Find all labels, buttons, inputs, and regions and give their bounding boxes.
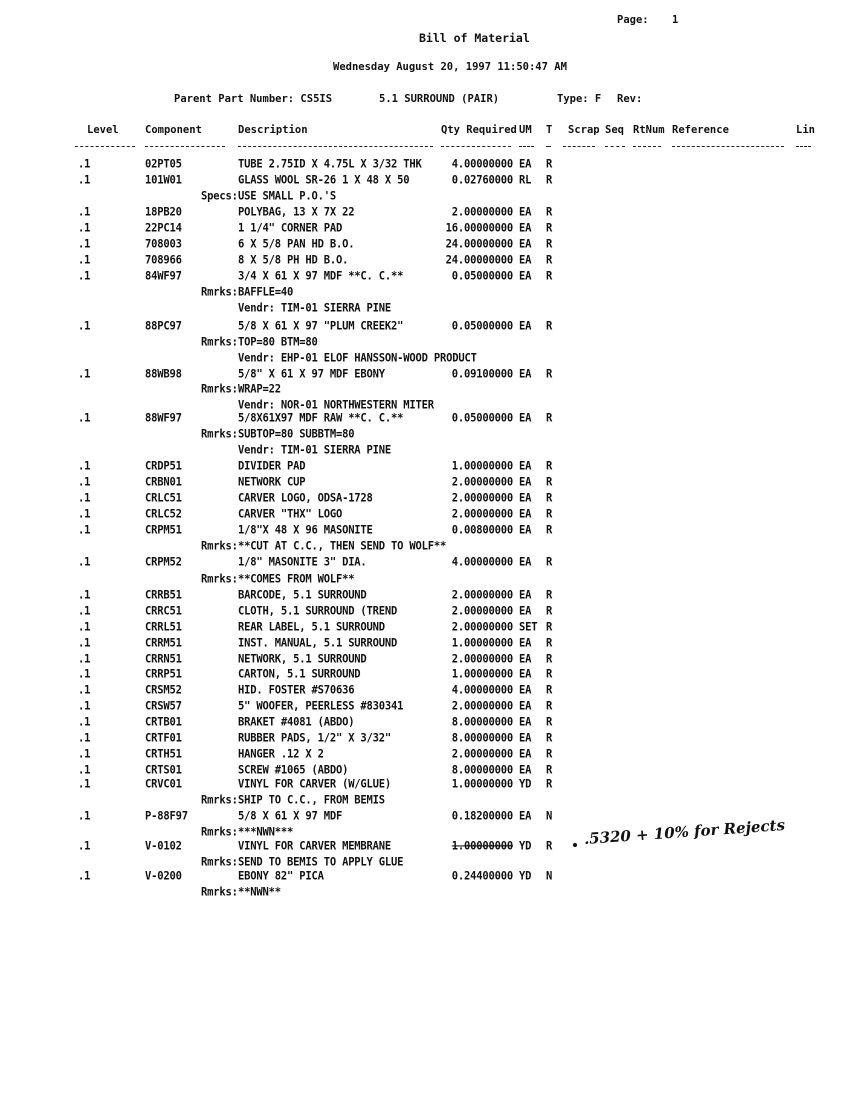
row-qty-required: 2.00000000 — [451, 621, 513, 634]
row-description: CLOTH, 5.1 SURROUND (TREND — [238, 605, 398, 618]
row-level: .1 — [78, 556, 91, 569]
row-description: POLYBAG, 13 X 7X 22 — [238, 206, 355, 219]
row-note: TOP=80 BTM=80 — [238, 336, 318, 349]
row-description: RUBBER PADS, 1/2" X 3/32" — [238, 732, 392, 745]
row-qty-required: 2.00000000 — [451, 589, 513, 602]
row-note-label: Rmrks: — [201, 383, 238, 396]
row-level: .1 — [78, 158, 91, 171]
row-type: R — [546, 174, 553, 187]
row-unit-of-measure: EA — [519, 158, 532, 171]
row-qty-required: 4.00000000 — [451, 158, 513, 171]
row-level: .1 — [78, 174, 91, 187]
row-level: .1 — [78, 700, 91, 713]
header-rule — [672, 146, 784, 147]
row-note: **NWN** — [238, 886, 281, 899]
row-level: .1 — [78, 254, 91, 267]
row-qty-required: 2.00000000 — [451, 605, 513, 618]
header-rule — [145, 146, 225, 147]
row-description: 1 1/4" CORNER PAD — [238, 222, 343, 235]
row-description: GLASS WOOL SR-26 1 X 48 X 50 — [238, 174, 410, 187]
row-qty-required: 1.00000000 — [451, 778, 513, 791]
row-component: CRTS01 — [145, 764, 182, 777]
row-qty-required: 1.00000000 — [451, 637, 513, 650]
report-datetime: Wednesday August 20, 1997 11:50:47 AM — [333, 61, 567, 73]
row-component: CRPM51 — [145, 524, 182, 537]
row-note: Vendr: EHP-01 ELOF HANSSON-WOOD PRODUCT — [238, 352, 477, 365]
row-type: R — [546, 732, 553, 745]
row-component: 101W01 — [145, 174, 182, 187]
row-type: R — [546, 238, 553, 251]
row-level: .1 — [78, 778, 91, 791]
row-component: CRRP51 — [145, 668, 182, 681]
row-level: .1 — [78, 412, 91, 425]
row-unit-of-measure: EA — [519, 668, 532, 681]
annotation-bullet — [573, 843, 577, 847]
header-rule — [75, 146, 135, 147]
parent-type: Type: F — [557, 93, 602, 105]
row-unit-of-measure: EA — [519, 524, 532, 537]
row-type: R — [546, 668, 553, 681]
row-component: CRRN51 — [145, 653, 182, 666]
row-component: 84WF97 — [145, 270, 182, 283]
row-qty-required: 16.00000000 — [445, 222, 513, 235]
row-unit-of-measure: EA — [519, 368, 532, 381]
row-level: .1 — [78, 840, 91, 853]
row-qty-required: 0.05000000 — [451, 270, 513, 283]
row-note: **CUT AT C.C., THEN SEND TO WOLF** — [238, 540, 447, 553]
column-header-seq: Seq — [605, 124, 624, 136]
row-component: 22PC14 — [145, 222, 182, 235]
row-unit-of-measure: EA — [519, 810, 532, 823]
row-note-label: Rmrks: — [201, 336, 238, 349]
row-note: Vendr: NOR-01 NORTHWESTERN MITER — [238, 399, 434, 412]
row-unit-of-measure: EA — [519, 637, 532, 650]
row-note-label: Rmrks: — [201, 540, 238, 553]
row-unit-of-measure: EA — [519, 254, 532, 267]
row-unit-of-measure: EA — [519, 716, 532, 729]
row-description: 5" WOOFER, PEERLESS #830341 — [238, 700, 404, 713]
column-header-level: Level — [87, 124, 119, 136]
row-level: .1 — [78, 460, 91, 473]
row-level: .1 — [78, 492, 91, 505]
column-header-type: T — [546, 124, 553, 136]
page-number: 1 — [672, 14, 679, 26]
row-qty-required: 8.00000000 — [451, 732, 513, 745]
row-component: 708003 — [145, 238, 182, 251]
row-description: REAR LABEL, 5.1 SURROUND — [238, 621, 385, 634]
row-level: .1 — [78, 524, 91, 537]
row-qty-required: 2.00000000 — [451, 476, 513, 489]
row-unit-of-measure: EA — [519, 238, 532, 251]
row-description: NETWORK CUP — [238, 476, 306, 489]
row-level: .1 — [78, 320, 91, 333]
row-type: N — [546, 810, 553, 823]
row-description: DIVIDER PAD — [238, 460, 306, 473]
row-type: R — [546, 270, 553, 283]
row-description: VINYL FOR CARVER (W/GLUE) — [238, 778, 392, 791]
row-level: .1 — [78, 764, 91, 777]
row-qty-required: 8.00000000 — [451, 716, 513, 729]
document-title: Bill of Material — [419, 31, 530, 45]
row-unit-of-measure: EA — [519, 605, 532, 618]
row-note-label: Rmrks: — [201, 428, 238, 441]
header-rule — [519, 146, 534, 147]
row-unit-of-measure: EA — [519, 684, 532, 697]
row-type: R — [546, 621, 553, 634]
row-unit-of-measure: EA — [519, 492, 532, 505]
row-qty-required: 0.00800000 — [451, 524, 513, 537]
column-header-reference: Reference — [672, 124, 729, 136]
row-description: CARTON, 5.1 SURROUND — [238, 668, 361, 681]
row-note-label: Rmrks: — [201, 826, 238, 839]
row-description: HID. FOSTER #S70636 — [238, 684, 355, 697]
row-unit-of-measure: EA — [519, 589, 532, 602]
row-type: R — [546, 840, 553, 853]
row-type: N — [546, 870, 553, 883]
row-note-label: Rmrks: — [201, 886, 238, 899]
row-component: CRRL51 — [145, 621, 182, 634]
row-level: .1 — [78, 605, 91, 618]
row-qty-required: 24.00000000 — [445, 254, 513, 267]
row-type: R — [546, 412, 553, 425]
row-level: .1 — [78, 222, 91, 235]
row-type: R — [546, 684, 553, 697]
row-description: CARVER "THX" LOGO — [238, 508, 343, 521]
row-qty-required: 8.00000000 — [451, 764, 513, 777]
header-rule — [563, 146, 595, 147]
column-header-component: Component — [145, 124, 202, 136]
row-level: .1 — [78, 368, 91, 381]
row-unit-of-measure: EA — [519, 732, 532, 745]
row-type: R — [546, 320, 553, 333]
row-unit-of-measure: EA — [519, 700, 532, 713]
row-type: R — [546, 764, 553, 777]
row-qty-required: 2.00000000 — [451, 508, 513, 521]
row-level: .1 — [78, 870, 91, 883]
row-type: R — [546, 254, 553, 267]
row-qty-required: 1.00000000 — [451, 840, 513, 853]
row-component: CRLC52 — [145, 508, 182, 521]
row-description: 3/4 X 61 X 97 MDF **C. C.** — [238, 270, 404, 283]
row-component: V-0200 — [145, 870, 182, 883]
row-component: 708966 — [145, 254, 182, 267]
row-description: 5/8 X 61 X 97 "PLUM CREEK2" — [238, 320, 404, 333]
row-component: 88WB98 — [145, 368, 182, 381]
row-type: R — [546, 589, 553, 602]
row-description: 5/8X61X97 MDF RAW **C. C.** — [238, 412, 404, 425]
column-header-qty: Qty Required — [441, 124, 517, 136]
row-level: .1 — [78, 684, 91, 697]
row-unit-of-measure: EA — [519, 748, 532, 761]
row-qty-required: 0.24400000 — [451, 870, 513, 883]
row-qty-required: 0.02760000 — [451, 174, 513, 187]
row-type: R — [546, 508, 553, 521]
row-note-label: Rmrks: — [201, 794, 238, 807]
row-unit-of-measure: EA — [519, 476, 532, 489]
row-level: .1 — [78, 716, 91, 729]
row-description: CARVER LOGO, ODSA-1728 — [238, 492, 373, 505]
row-level: .1 — [78, 238, 91, 251]
row-unit-of-measure: EA — [519, 320, 532, 333]
row-note: **COMES FROM WOLF** — [238, 573, 355, 586]
row-note-label: Rmrks: — [201, 573, 238, 586]
parent-part-number: Parent Part Number: CS5IS — [174, 93, 333, 105]
row-unit-of-measure: EA — [519, 556, 532, 569]
row-type: R — [546, 158, 553, 171]
row-level: .1 — [78, 748, 91, 761]
row-level: .1 — [78, 810, 91, 823]
row-description: 5/8" X 61 X 97 MDF EBONY — [238, 368, 385, 381]
row-qty-required: 2.00000000 — [451, 700, 513, 713]
row-qty-required: 4.00000000 — [451, 556, 513, 569]
row-note: ***NWN*** — [238, 826, 294, 839]
row-type: R — [546, 492, 553, 505]
row-qty-required: 0.05000000 — [451, 320, 513, 333]
row-unit-of-measure: YD — [519, 870, 532, 883]
row-level: .1 — [78, 637, 91, 650]
row-type: R — [546, 460, 553, 473]
row-qty-required: 2.00000000 — [451, 492, 513, 505]
header-rule — [546, 146, 551, 147]
row-qty-required: 1.00000000 — [451, 668, 513, 681]
header-rule — [238, 146, 433, 147]
row-level: .1 — [78, 508, 91, 521]
row-note-label: Specs: — [201, 190, 238, 203]
row-component: CRTB01 — [145, 716, 182, 729]
row-unit-of-measure: EA — [519, 508, 532, 521]
row-note: USE SMALL P.O.'S — [238, 190, 336, 203]
row-component: CRVC01 — [145, 778, 182, 791]
column-header-um: UM — [519, 124, 532, 136]
row-type: R — [546, 524, 553, 537]
row-component: P-88F97 — [145, 810, 188, 823]
row-description: BARCODE, 5.1 SURROUND — [238, 589, 367, 602]
row-level: .1 — [78, 668, 91, 681]
row-component: CRBN01 — [145, 476, 182, 489]
row-unit-of-measure: EA — [519, 764, 532, 777]
row-unit-of-measure: EA — [519, 653, 532, 666]
row-description: NETWORK, 5.1 SURROUND — [238, 653, 367, 666]
row-level: .1 — [78, 653, 91, 666]
row-component: 88PC97 — [145, 320, 182, 333]
row-unit-of-measure: YD — [519, 840, 532, 853]
header-rule — [633, 146, 661, 147]
row-description: EBONY 82" PICA — [238, 870, 324, 883]
row-qty-required: 0.18200000 — [451, 810, 513, 823]
row-qty-required: 24.00000000 — [445, 238, 513, 251]
column-header-scrap: Scrap — [568, 124, 600, 136]
row-note-label: Rmrks: — [201, 286, 238, 299]
row-unit-of-measure: EA — [519, 206, 532, 219]
row-description: 6 X 5/8 PAN HD B.O. — [238, 238, 355, 251]
row-qty-required: 2.00000000 — [451, 748, 513, 761]
row-qty-required: 4.00000000 — [451, 684, 513, 697]
row-type: R — [546, 653, 553, 666]
row-type: R — [546, 206, 553, 219]
header-rule — [605, 146, 625, 147]
row-unit-of-measure: YD — [519, 778, 532, 791]
row-description: 1/8"X 48 X 96 MASONITE — [238, 524, 373, 537]
row-qty-required: 0.09100000 — [451, 368, 513, 381]
page-label: Page: — [617, 14, 649, 26]
row-level: .1 — [78, 589, 91, 602]
row-type: R — [546, 748, 553, 761]
row-type: R — [546, 778, 553, 791]
row-qty-required: 0.05000000 — [451, 412, 513, 425]
parent-rev: Rev: — [617, 93, 643, 105]
row-note: WRAP=22 — [238, 383, 281, 396]
row-note-label: Rmrks: — [201, 856, 238, 869]
row-component: CRDP51 — [145, 460, 182, 473]
row-type: R — [546, 368, 553, 381]
row-type: R — [546, 222, 553, 235]
row-unit-of-measure: EA — [519, 270, 532, 283]
row-type: R — [546, 700, 553, 713]
row-qty-required: 1.00000000 — [451, 460, 513, 473]
row-description: 1/8" MASONITE 3" DIA. — [238, 556, 367, 569]
row-component: CRTH51 — [145, 748, 182, 761]
row-level: .1 — [78, 206, 91, 219]
row-note: SEND TO BEMIS TO APPLY GLUE — [238, 856, 404, 869]
row-description: TUBE 2.75ID X 4.75L X 3/32 THK — [238, 158, 422, 171]
row-component: CRSM52 — [145, 684, 182, 697]
header-rule — [796, 146, 811, 147]
row-component: V-0102 — [145, 840, 182, 853]
row-description: SCREW #1065 (ABDO) — [238, 764, 349, 777]
row-type: R — [546, 605, 553, 618]
row-unit-of-measure: RL — [519, 174, 532, 187]
row-type: R — [546, 476, 553, 489]
row-level: .1 — [78, 270, 91, 283]
row-type: R — [546, 716, 553, 729]
row-component: CRRM51 — [145, 637, 182, 650]
row-component: 88WF97 — [145, 412, 182, 425]
row-level: .1 — [78, 476, 91, 489]
row-component: 18PB20 — [145, 206, 182, 219]
row-description: 8 X 5/8 PH HD B.O. — [238, 254, 349, 267]
row-component: CRTF01 — [145, 732, 182, 745]
row-note: SUBTOP=80 SUBBTM=80 — [238, 428, 355, 441]
row-unit-of-measure: EA — [519, 460, 532, 473]
row-component: CRSW57 — [145, 700, 182, 713]
row-component: CRRC51 — [145, 605, 182, 618]
row-note: SHIP TO C.C., FROM BEMIS — [238, 794, 385, 807]
parent-product-name: 5.1 SURROUND (PAIR) — [379, 93, 500, 105]
row-component: 02PT05 — [145, 158, 182, 171]
row-component: CRLC51 — [145, 492, 182, 505]
row-level: .1 — [78, 621, 91, 634]
row-component: CRPM52 — [145, 556, 182, 569]
row-description: INST. MANUAL, 5.1 SURROUND — [238, 637, 398, 650]
row-unit-of-measure: EA — [519, 222, 532, 235]
row-unit-of-measure: EA — [519, 412, 532, 425]
row-qty-required: 2.00000000 — [451, 206, 513, 219]
row-note: Vendr: TIM-01 SIERRA PINE — [238, 444, 392, 457]
row-unit-of-measure: SET — [519, 621, 538, 634]
column-header-rtnum: RtNum — [633, 124, 665, 136]
row-component: CRRB51 — [145, 589, 182, 602]
column-header-lin: Lin — [796, 124, 815, 136]
column-header-description: Description — [238, 124, 308, 136]
row-qty-required: 2.00000000 — [451, 653, 513, 666]
row-description: BRAKET #4081 (ABDO) — [238, 716, 355, 729]
row-level: .1 — [78, 732, 91, 745]
row-note: BAFFLE=40 — [238, 286, 294, 299]
row-description: 5/8 X 61 X 97 MDF — [238, 810, 343, 823]
row-type: R — [546, 556, 553, 569]
header-rule — [441, 146, 511, 147]
row-description: VINYL FOR CARVER MEMBRANE — [238, 840, 392, 853]
handwritten-annotation: .5320 + 10% for Rejects — [583, 815, 786, 848]
row-description: HANGER .12 X 2 — [238, 748, 324, 761]
row-note: Vendr: TIM-01 SIERRA PINE — [238, 302, 392, 315]
row-type: R — [546, 637, 553, 650]
